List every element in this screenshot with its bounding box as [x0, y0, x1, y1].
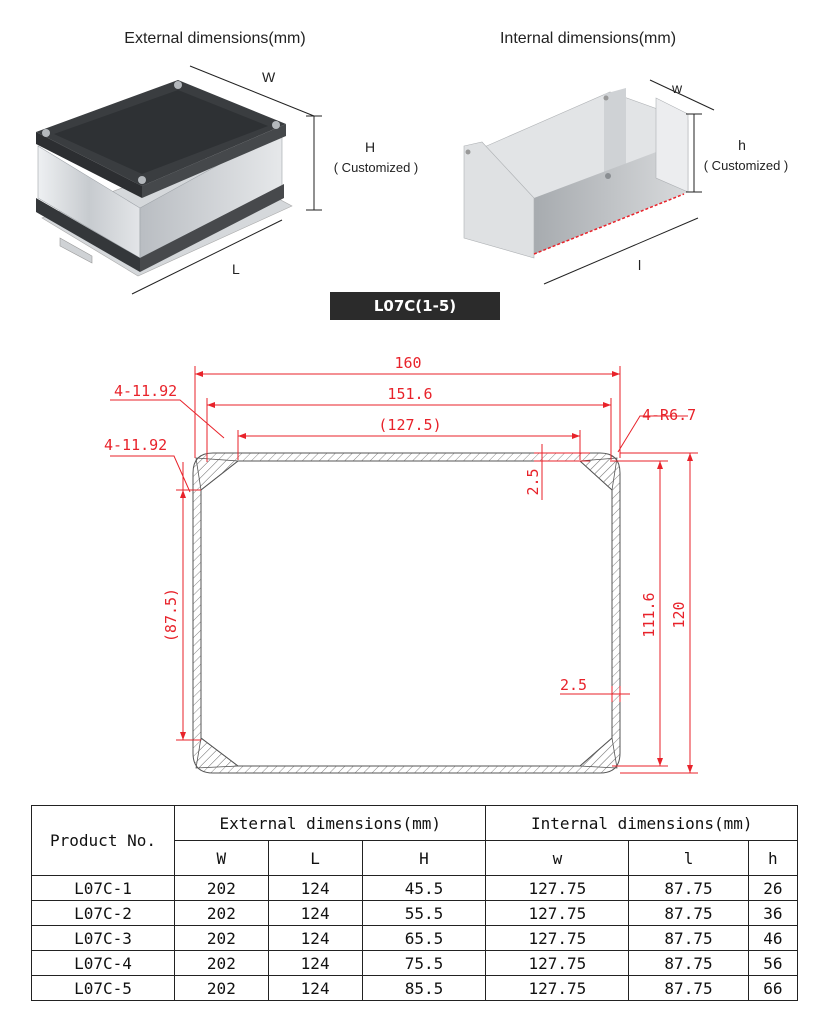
cell-product: L07C-5 [32, 976, 175, 1001]
cell-H: 55.5 [362, 901, 486, 926]
model-badge: L07C(1-5) [330, 292, 500, 320]
cell-W: 202 [175, 926, 269, 951]
external-dimensions-header: External dimensions(mm) [175, 806, 486, 841]
cell-H: 65.5 [362, 926, 486, 951]
external-enclosure-illustration [30, 58, 430, 298]
cell-W: 202 [175, 876, 269, 901]
internal-dimensions-header: Internal dimensions(mm) [486, 806, 798, 841]
dim-151-6: 151.6 [387, 385, 433, 403]
dim-radius: 4-R6.7 [642, 406, 697, 424]
width-label: W [262, 69, 276, 85]
cell-L: 124 [268, 926, 362, 951]
dim-chamfer-top: 4-11.92 [114, 382, 178, 400]
cell-W: 202 [175, 901, 269, 926]
table-row [32, 926, 798, 951]
cell-l: 87.75 [629, 926, 748, 951]
internal-enclosure-illustration [450, 58, 810, 298]
cell-W: 202 [175, 976, 269, 1001]
table-row [32, 901, 798, 926]
cell-l: 87.75 [629, 876, 748, 901]
inner-height-label: h [738, 137, 746, 153]
dim-120: 120 [670, 601, 688, 629]
cell-w: 127.75 [486, 976, 629, 1001]
cell-product: L07C-3 [32, 926, 175, 951]
cell-L: 124 [268, 876, 362, 901]
cell-L: 124 [268, 901, 362, 926]
table-header-row [32, 806, 798, 841]
length-label: L [232, 261, 240, 277]
height-label: H [364, 139, 376, 155]
cell-h: 56 [748, 951, 797, 976]
cell-H: 85.5 [362, 976, 486, 1001]
profile-section-drawing [0, 330, 830, 790]
inner-height-customized-label: ( Customized ) [703, 158, 789, 173]
dim-111-6: 111.6 [640, 592, 658, 638]
external-dimensions-heading: External dimensions(mm) [124, 30, 306, 47]
cell-w: 127.75 [486, 951, 629, 976]
cell-W: 202 [175, 951, 269, 976]
dim-chamfer-side: 4-11.92 [104, 436, 168, 454]
cell-product: L07C-1 [32, 876, 175, 901]
cell-l: 87.75 [629, 901, 748, 926]
product-number-header: Product No. [32, 806, 175, 876]
cell-w: 127.75 [486, 901, 629, 926]
subheader-L: L [268, 841, 362, 876]
cell-l: 87.75 [629, 976, 748, 1001]
cell-product: L07C-4 [32, 951, 175, 976]
subheader-h: h [748, 841, 797, 876]
table-row [32, 951, 798, 976]
cell-h: 36 [748, 901, 797, 926]
dim-wall-top: 2.5 [524, 468, 542, 496]
cell-w: 127.75 [486, 926, 629, 951]
internal-dimensions-heading: Internal dimensions(mm) [499, 30, 677, 47]
profile-outline [193, 453, 620, 773]
inner-length-label: l [638, 257, 642, 273]
cell-h: 26 [748, 876, 797, 901]
dimensions-table [31, 805, 798, 1001]
cell-L: 124 [268, 951, 362, 976]
cell-L: 124 [268, 976, 362, 1001]
cell-product: L07C-2 [32, 901, 175, 926]
table-row [32, 976, 798, 1001]
dim-127-5: (127.5) [378, 416, 442, 434]
subheader-w: w [486, 841, 629, 876]
cell-H: 45.5 [362, 876, 486, 901]
inner-width-label: w [672, 80, 683, 96]
dim-87-5: (87.5) [162, 587, 180, 643]
cell-H: 75.5 [362, 951, 486, 976]
cell-w: 127.75 [486, 876, 629, 901]
cell-l: 87.75 [629, 951, 748, 976]
height-customized-label: ( Customized ) [333, 160, 419, 175]
dim-wall-side: 2.5 [560, 676, 588, 694]
subheader-H: H [362, 841, 486, 876]
subheader-W: W [175, 841, 269, 876]
dim-160: 160 [394, 354, 422, 372]
cell-h: 46 [748, 926, 797, 951]
cell-h: 66 [748, 976, 797, 1001]
subheader-l: l [629, 841, 748, 876]
table-row [32, 876, 798, 901]
